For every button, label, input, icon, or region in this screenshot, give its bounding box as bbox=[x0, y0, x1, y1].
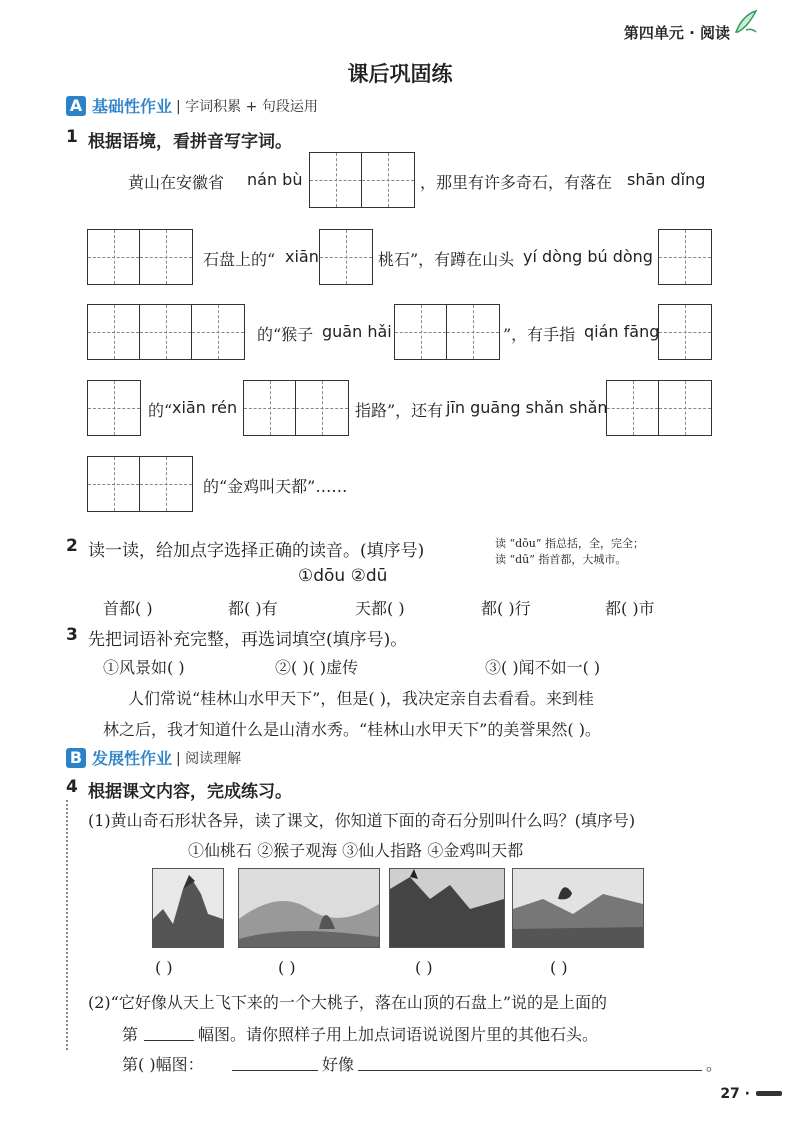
pinyin-shanding: shān dǐng bbox=[627, 170, 706, 189]
q4-number: 4 bbox=[66, 777, 78, 797]
writing-grid-guanhai[interactable] bbox=[394, 304, 500, 360]
feather-pen-icon bbox=[732, 8, 760, 36]
stone-photo-2 bbox=[238, 868, 380, 948]
q3-number: 3 bbox=[66, 625, 78, 645]
section-b-label: 发展性作业 bbox=[92, 749, 173, 768]
pinyin-xianren: xiān rén bbox=[172, 398, 238, 417]
stone-photo-4 bbox=[512, 868, 644, 948]
pinyin-qianfang: qián fāng bbox=[584, 322, 660, 341]
q4-prompt: 根据课文内容，完成练习。 bbox=[88, 782, 292, 802]
q3-prompt: 先把词语补充完整，再选词填空(填序号)。 bbox=[88, 630, 408, 650]
section-b-sub: | 阅读理解 bbox=[176, 750, 242, 767]
q2-item-5[interactable]: 都( )市 bbox=[605, 599, 655, 618]
stone-photo-1 bbox=[152, 868, 224, 948]
q2-note-1: 读 “dōu” 指总括，全，完全； bbox=[495, 537, 644, 550]
pinyin-jinguang: jīn guāng shǎn shǎn bbox=[446, 398, 608, 417]
q1-prompt: 根据语境，看拼音写字词。 bbox=[88, 132, 292, 152]
page-number-bar bbox=[756, 1091, 782, 1096]
photo-1-answer[interactable]: ( ) bbox=[155, 958, 173, 977]
q2-item-3[interactable]: 天都( ) bbox=[355, 599, 405, 618]
writing-grid-shanding[interactable] bbox=[87, 229, 193, 285]
photo-3-answer[interactable]: ( ) bbox=[415, 958, 433, 977]
writing-grid-yidong-a[interactable] bbox=[658, 229, 712, 285]
pinyin-nanbu: nán bù bbox=[247, 170, 303, 189]
q1-line4-text: 的“ bbox=[148, 401, 173, 420]
q4-sub2: (2)“它好像从天上飞下来的一个大桃子，落在山顶的石盘上”说的是上面的 bbox=[88, 993, 608, 1012]
page-title: 课后巩固练 bbox=[347, 61, 453, 86]
writing-grid-nanbu[interactable] bbox=[309, 152, 415, 208]
q2-item-1[interactable]: 首都( ) bbox=[103, 599, 153, 618]
q1-line1-text-b: ，那里有许多奇石，有落在 bbox=[420, 173, 613, 192]
section-a-heading bbox=[66, 94, 318, 117]
q1-line4-text-b: 指路”，还有 bbox=[355, 401, 444, 420]
q3-paragraph-line-1: 人们常说“桂林山水甲天下”，但是( )，我决定亲自去看看。来到桂 bbox=[128, 689, 594, 708]
q1-number: 1 bbox=[66, 127, 78, 147]
writing-grid-jinguang-b[interactable] bbox=[87, 456, 193, 512]
q3-word-1[interactable]: ①风景如( ) bbox=[103, 658, 185, 677]
writing-grid-qianfang-a[interactable] bbox=[658, 304, 712, 360]
section-a-label: 基础性作业 bbox=[92, 97, 173, 116]
q4-sub2-b: 第 bbox=[122, 1025, 139, 1044]
description-blank[interactable] bbox=[358, 1052, 702, 1071]
section-b-heading bbox=[66, 746, 241, 769]
q4-line3-haoxiang: 好像 bbox=[322, 1055, 355, 1074]
pinyin-guanhai: guān hǎi bbox=[322, 322, 392, 341]
unit-header: 第四单元 · 阅读 bbox=[623, 24, 730, 42]
q4-sub1: (1)黄山奇石形状各异，读了课文，你知道下面的奇石分别叫什么吗？(填序号) bbox=[88, 811, 636, 830]
q1-line2-text-b: 桃石”，有蹲在山头 bbox=[378, 250, 515, 269]
stone-photo-3 bbox=[389, 868, 505, 948]
q4-sub2-c: 幅图。请你照样子用上加点词语说说图片里的其他石头。 bbox=[198, 1025, 599, 1044]
q2-note-2: 读 “dū” 指首都，大城市。 bbox=[495, 553, 627, 566]
photo-4-answer[interactable]: ( ) bbox=[550, 958, 568, 977]
section-a-sub: | 字词积累 + 句段运用 bbox=[176, 98, 318, 115]
q2-options: ①dōu ②dū bbox=[298, 566, 388, 586]
writing-grid-jinguang-a[interactable] bbox=[606, 380, 712, 436]
q2-item-2[interactable]: 都( )有 bbox=[228, 599, 278, 618]
q4-margin-rule bbox=[66, 800, 72, 1050]
q2-number: 2 bbox=[66, 536, 78, 556]
section-b-badge: B bbox=[66, 748, 86, 768]
q4-line3-label: 第( )幅图： bbox=[122, 1055, 204, 1074]
q3-word-2[interactable]: ②( )( )虚传 bbox=[275, 658, 359, 677]
section-a-badge: A bbox=[66, 96, 86, 116]
q3-word-3[interactable]: ③( )闻不如一( ) bbox=[485, 658, 601, 677]
q4-stone-names: ①仙桃石 ②猴子观海 ③仙人指路 ④金鸡叫天都 bbox=[188, 841, 524, 860]
writing-grid-qianfang-b[interactable] bbox=[87, 380, 141, 436]
writing-grid-xian[interactable] bbox=[319, 229, 373, 285]
q1-line3-text-b: ”，有手指 bbox=[503, 325, 576, 344]
q1-line3-text: 的“猴子 bbox=[257, 325, 314, 344]
q2-item-4[interactable]: 都( )行 bbox=[481, 599, 531, 618]
q1-line1-text: 黄山在安徽省 bbox=[128, 173, 225, 192]
stone-name-blank[interactable] bbox=[232, 1052, 318, 1071]
q1-line2-text: 石盘上的“ bbox=[203, 250, 276, 269]
photo-number-blank[interactable] bbox=[144, 1022, 194, 1041]
q2-prompt: 读一读，给加点字选择正确的读音。(填序号) bbox=[88, 541, 425, 561]
pinyin-yidong: yí dòng bú dòng bbox=[523, 247, 653, 266]
q1-line5-text: 的“金鸡叫天都”…… bbox=[203, 477, 348, 496]
pinyin-xian: xiān bbox=[285, 247, 319, 266]
q3-paragraph-line-2: 林之后，我才知道什么是山清水秀。“桂林山水甲天下”的美誉果然( )。 bbox=[103, 720, 601, 739]
writing-grid-xianren[interactable] bbox=[243, 380, 349, 436]
writing-grid-yidong-b[interactable] bbox=[87, 304, 245, 360]
photo-2-answer[interactable]: ( ) bbox=[278, 958, 296, 977]
page-number: 27 · bbox=[720, 1086, 750, 1102]
q4-line3-end: 。 bbox=[706, 1055, 723, 1074]
